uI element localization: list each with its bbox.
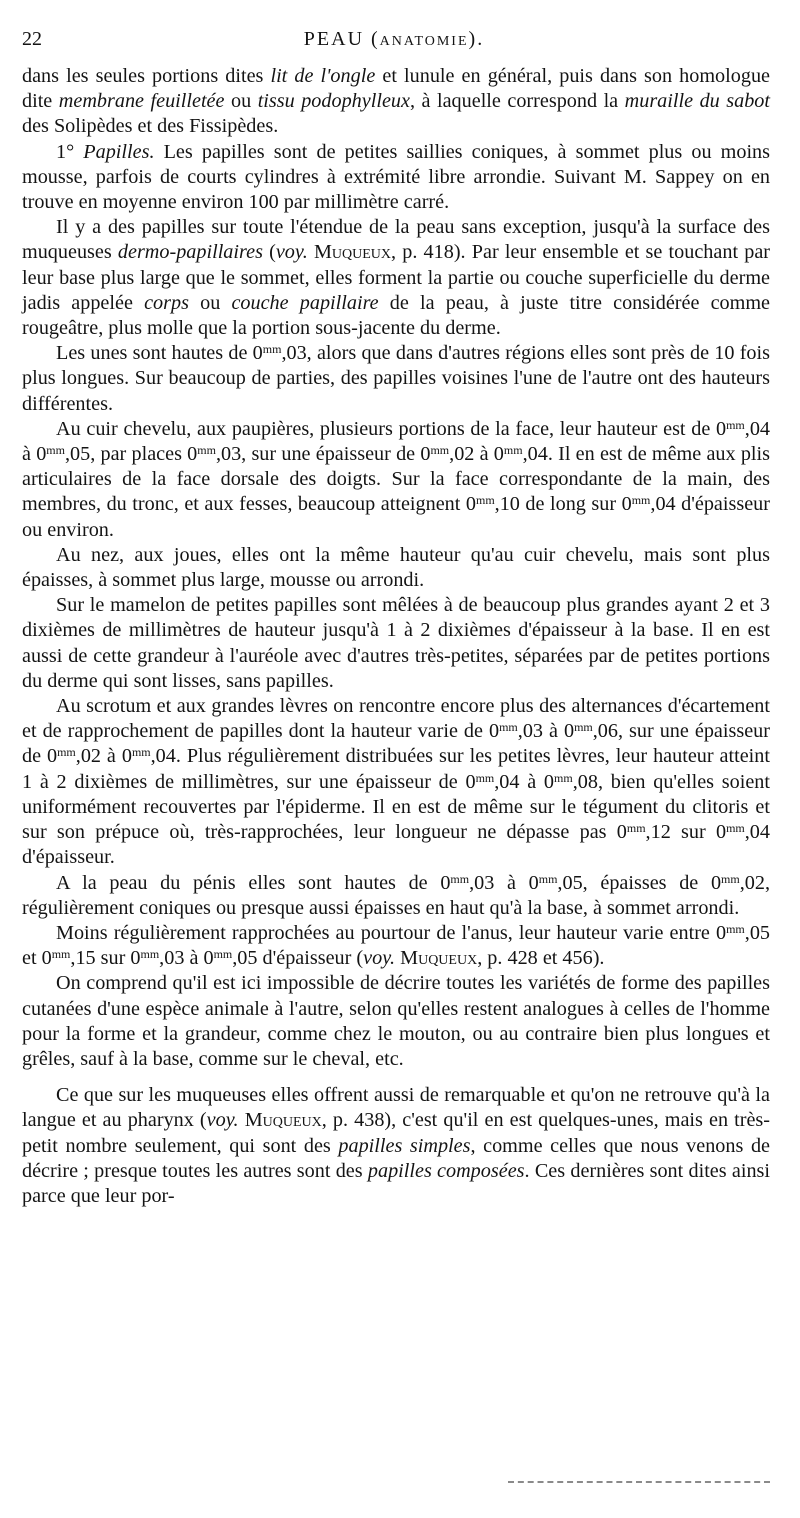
unit-superscript: mm bbox=[450, 871, 470, 886]
italic-text: Papilles. bbox=[83, 140, 155, 163]
text-run: ,03 à 0 bbox=[159, 947, 214, 970]
text-run: de la peau, à juste titre considérée comme rougeâtre, plus molle que la portion sous-jacente du derme. bbox=[22, 291, 770, 340]
text-run: , comme celles que nous venons de décrire ; presque toutes les autres sont des bbox=[22, 1134, 770, 1182]
page-body bbox=[22, 64, 770, 1209]
text-run: ,05 et 0 bbox=[22, 921, 770, 970]
text-run: et lunule en général, puis dans son homologue dite bbox=[22, 65, 770, 113]
unit-superscript: mm bbox=[262, 342, 282, 357]
text-run: Les papilles sont de petites saillies coniques, à sommet plus ou moins mousse, parfois de courts cylindres à extrémité libre arrondie. Suivant M. Sappey on en trouve en moyenne environ 100 par millimètre carré. bbox=[22, 140, 771, 214]
text-run: ,05 d'épaisseur ( bbox=[232, 947, 364, 970]
text-run: ,10 de long sur 0 bbox=[494, 493, 632, 516]
unit-superscript: mm bbox=[631, 493, 651, 508]
italic-text: tissu podophylleux bbox=[257, 90, 410, 113]
unit-superscript: mm bbox=[475, 770, 495, 785]
unit-superscript: mm bbox=[475, 493, 495, 508]
paragraph bbox=[22, 417, 770, 543]
text-run: ,04 à 0 bbox=[494, 770, 555, 793]
text-run: ,12 sur 0 bbox=[645, 821, 727, 844]
italic-text: voy. bbox=[363, 947, 396, 970]
unit-superscript: mm bbox=[626, 821, 646, 836]
paragraph bbox=[22, 1083, 770, 1209]
unit-superscript: mm bbox=[726, 417, 745, 432]
text-run: , p. 428 et 456). bbox=[477, 947, 605, 970]
text-run: des Solipèdes et des Fissipèdes. bbox=[22, 115, 279, 138]
text-run: Moins régulièrement rapprochées au pourtour de l'anus, leur hauteur varie entre 0 bbox=[56, 921, 727, 944]
footer-rule bbox=[508, 1473, 770, 1483]
running-title-main: PEAU ( bbox=[303, 28, 380, 50]
paragraph bbox=[22, 694, 770, 870]
smallcaps-text: Muqueux bbox=[244, 1109, 322, 1132]
text-run: Sur le mamelon de petites papilles sont mêlées à de beaucoup plus grandes ayant 2 et 3 dixièmes de millimètres de hauteur jusqu'à 1 à 2 dixièmes d'épaisseur à la base. Il en est aussi de cette grandeur à l'auréole avec d'autres très-petites, séparées par de petites portions du derme qui sont lisses, sans papilles. bbox=[22, 594, 770, 692]
text-run: , p. 418). Par leur ensemble et se touchant par leur base plus large que le sommet, elles forment la partie ou couche superficielle du derme jadis appelée bbox=[22, 241, 770, 314]
text-run: ,03, sur une épaisseur de 0 bbox=[215, 443, 431, 466]
text-run: ,05, par places 0 bbox=[64, 443, 198, 466]
text-run: Au cuir chevelu, aux paupières, plusieurs portions de la face, leur hauteur est de 0 bbox=[56, 417, 727, 440]
unit-superscript: mm bbox=[131, 745, 151, 760]
italic-text: muraille du sabot bbox=[624, 90, 771, 113]
text-run: ou bbox=[224, 90, 258, 113]
text-run: ,05, épaisses de 0 bbox=[557, 871, 722, 894]
text-run: ,04 à 0 bbox=[22, 417, 770, 466]
unit-superscript: mm bbox=[213, 947, 233, 962]
unit-superscript: mm bbox=[721, 871, 740, 886]
italic-text: membrane feuilletée bbox=[58, 90, 225, 113]
paragraph bbox=[22, 341, 770, 417]
unit-superscript: mm bbox=[726, 821, 745, 836]
unit-superscript: mm bbox=[140, 947, 160, 962]
text-run: Ce que sur les muqueuses elles offrent aussi de remarquable et qu'on ne retrouve qu'à la langue et au pharynx ( bbox=[22, 1084, 770, 1132]
italic-text: lit de l'ongle bbox=[270, 65, 376, 87]
unit-superscript: mm bbox=[499, 720, 518, 735]
page-header bbox=[22, 28, 766, 58]
text-run: ,03 à 0 bbox=[469, 871, 539, 894]
text-run: ,02, régulièrement coniques ou presque aussi épaisses en haut qu'à la base, à sommet arrondi. bbox=[22, 871, 770, 919]
unit-superscript: mm bbox=[197, 443, 216, 458]
text-run: ,04 d'épaisseur. bbox=[22, 821, 770, 869]
text-run: Il y a des papilles sur toute l'étendue de la peau sans exception, jusqu'à la surface des muqueuses bbox=[22, 216, 770, 264]
italic-text: corps bbox=[144, 291, 189, 314]
text-run: On comprend qu'il est ici impossible de décrire toutes les variétés de forme des papilles cutanées d'une espèce animale à l'autre, selon qu'elles restent analogues à celles de l'homme pour la forme et la grandeur, comme chez le mouton, ou au contraire bien plus longues et grêles, sauf à la base, comme sur le cheval, etc. bbox=[22, 972, 770, 1070]
text-run: , à laquelle correspond la bbox=[409, 90, 625, 113]
text-run: Au nez, aux joues, elles ont la même hauteur qu'au cuir chevelu, mais sont plus épaisses, à sommet plus large, mousse ou arrondi. bbox=[22, 543, 770, 592]
text-run: ou bbox=[188, 291, 232, 314]
paragraph bbox=[22, 871, 770, 921]
unit-superscript: mm bbox=[46, 443, 65, 458]
smallcaps-text: Muqueux bbox=[313, 241, 392, 264]
paragraph bbox=[22, 140, 770, 216]
smallcaps-text: Muqueux bbox=[400, 947, 478, 970]
italic-text: papilles composées bbox=[367, 1159, 525, 1182]
italic-text: papilles simples bbox=[338, 1134, 471, 1157]
text-run: ,08, bien qu'elles soient uniformément recouvertes par l'épiderme. Il en est de même sur le tégument du clitoris et sur son prépuce où, très-rapprochées, leur longueur ne dépasse pas 0 bbox=[22, 770, 771, 844]
unit-superscript: mm bbox=[430, 443, 450, 458]
text-run: . Ces dernières sont dites ainsi parce que leur por- bbox=[22, 1159, 771, 1207]
text-run: ,03 à 0 bbox=[517, 720, 575, 743]
text-run: A la peau du pénis elles sont hautes de 0 bbox=[56, 871, 451, 894]
running-title-end: ). bbox=[468, 28, 485, 50]
italic-text: voy. bbox=[206, 1109, 239, 1132]
paragraph bbox=[22, 593, 770, 694]
text-run: , p. 438), c'est qu'il en est quelques-unes, mais en très-petit nombre seulement, qui sont des bbox=[22, 1109, 770, 1157]
text-run: Les unes sont hautes de 0 bbox=[56, 342, 263, 365]
text-run: ,02 à 0 bbox=[449, 443, 504, 466]
text-run: dans les seules portions dites bbox=[22, 65, 271, 87]
text-run: ( bbox=[262, 241, 276, 264]
unit-superscript: mm bbox=[538, 871, 558, 886]
paragraph bbox=[22, 215, 770, 341]
page-number: 22 bbox=[22, 28, 42, 50]
text-run: ,04. Il en est de même aux plis articulaires de la face dorsale des doigts. Sur la face correspondante de la main, des membres, du tronc, et aux fesses, beaucoup atteignent 0 bbox=[22, 443, 770, 516]
paragraph bbox=[22, 971, 770, 1072]
text-run: ,02 à 0 bbox=[75, 745, 132, 768]
unit-superscript: mm bbox=[503, 443, 523, 458]
unit-superscript: mm bbox=[574, 720, 593, 735]
unit-superscript: mm bbox=[51, 947, 71, 962]
italic-text: couche papillaire bbox=[231, 291, 379, 314]
unit-superscript: mm bbox=[57, 745, 76, 760]
text-run: ,04 d'épaisseur ou environ. bbox=[22, 493, 770, 541]
paragraph bbox=[22, 921, 770, 971]
italic-text: voy. bbox=[275, 241, 308, 264]
paragraph bbox=[22, 64, 770, 140]
text-run: ,15 sur 0 bbox=[70, 947, 141, 970]
unit-superscript: mm bbox=[726, 921, 745, 936]
text-run: ,03, alors que dans d'autres régions elles sont près de 10 fois plus longues. Sur beaucoup de parties, des papilles voisines l'une de l'autre ont des hauteurs différentes. bbox=[22, 342, 770, 415]
text-run: Au scrotum et aux grandes lèvres on rencontre encore plus des alternances d'écartement et de rapprochement de papilles dont la hauteur varie de 0 bbox=[22, 695, 770, 743]
paragraph bbox=[22, 543, 770, 593]
text-run: 1° bbox=[56, 140, 84, 163]
text-run: ,04. Plus régulièrement distribuées sur les petites lèvres, leur hauteur atteint 1 à 2 dixièmes de millimètres, sur une épaisseur de 0 bbox=[22, 745, 770, 793]
running-title-subject: ANATOMIE bbox=[379, 34, 469, 49]
italic-text: dermo-papillaires bbox=[117, 241, 263, 264]
unit-superscript: mm bbox=[554, 770, 573, 785]
running-title bbox=[22, 28, 766, 51]
text-run: ,06, sur une épaisseur de 0 bbox=[22, 720, 770, 768]
